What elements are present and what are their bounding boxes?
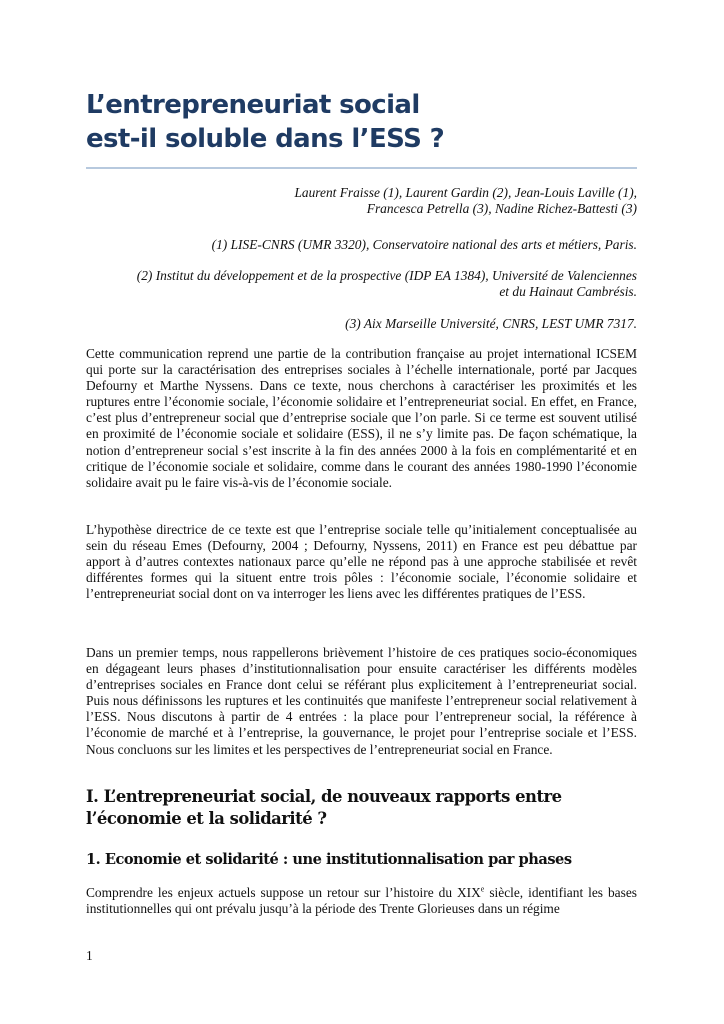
affiliation-2-line-1: (2) Institut du développement et de la prospective (IDP EA 1384), Université de Valenciennes — [136, 268, 637, 283]
title-line-1: L’entrepreneuriat social — [86, 90, 420, 120]
affiliation-2-line-2: et du Hainaut Cambrésis. — [499, 284, 637, 299]
document-title — [86, 88, 646, 156]
paragraph-history-text-a: Comprendre les enjeux actuels suppose un retour sur l’histoire du XIX — [86, 885, 481, 900]
affiliation-3: (3) Aix Marseille Université, CNRS, LEST UMR 7317. — [345, 316, 637, 331]
affiliation-1: (1) LISE-CNRS (UMR 3320), Conservatoire national des arts et métiers, Paris. — [211, 237, 637, 252]
page-number: 1 — [86, 948, 93, 963]
section-heading: I. L’entrepreneuriat social, de nouveaux rapports entre l’économie et la solidarité ? — [86, 787, 562, 828]
title-divider — [86, 167, 637, 169]
authors-line-2: Francesca Petrella (3), Nadine Richez-Battesti (3) — [366, 201, 637, 216]
paragraph-introduction: Cette communication reprend une partie de la contribution française au projet international ICSEM qui porte sur la caractérisation des entreprises sociales à l’échelle internationale, porté par Jacques Defourny et Marthe Nyssens. Dans ce texte, nous cherchons à caractériser les proximités et les ruptures entre l’économie sociale, l’économie solidaire et l’entrepreneuriat social. En effet, en France, c’est plus d’entrepreneur social que d’entreprise sociale que l’on parle. Si ce terme est souvent utilisé en proximité de l’économie sociale et solidaire (ESS), il ne s’y limite pas. De façon schématique, la notion d’entrepreneur social s’est inscrite à la fin des années 2000 à la fois en complémentarité et en critique de l’économie sociale et solidaire, comme dans le courant des années 1980-1990 l’économie solidaire avait pu le faire vis-à-vis de l’économie sociale. — [86, 346, 637, 490]
title-line-2: est-il soluble dans l’ESS ? — [86, 124, 445, 154]
paragraph-history — [86, 885, 637, 917]
paragraph-outline: Dans un premier temps, nous rappellerons brièvement l’histoire de ces pratiques socio-économiques en dégageant leurs phases d’institutionnalisation pour ensuite caractériser les différents modèles d’entreprises sociales en France dont celui se référant plus explicitement à l’entrepreneuriat social. Puis nous définissons les ruptures et les continuités que manifeste l’entrepreneur social relativement à l’ESS. Nous discutons à partir de 4 entrées : la place pour l’entrepreneur social, la référence à l’économie de marché et à l’entreprise, la gouvernance, le projet pour l’entreprise sociale et l’ESS. Nous concluons sur les limites et les perspectives de l’entrepreneuriat social en France. — [86, 645, 637, 757]
subsection-heading: 1. Economie et solidarité : une institutionnalisation par phases — [86, 851, 572, 868]
authors-block — [117, 185, 637, 217]
affiliation-2 — [77, 268, 637, 300]
paragraph-history-text-b: siècle, identifiant les bases institutionnelles qui ont prévalu jusqu’à la période des Trente Glorieuses dans un régime — [86, 885, 637, 917]
authors-line-1: Laurent Fraisse (1), Laurent Gardin (2), Jean-Louis Laville (1), — [294, 185, 637, 200]
century-superscript: e — [480, 884, 485, 894]
paragraph-hypothesis: L’hypothèse directrice de ce texte est que l’entreprise sociale telle qu’initialement conceptualisée au sein du réseau Emes (Defourny, 2004 ; Defourny, Nyssens, 2011) en France est peu débattue par apport à d’autres contextes nationaux parce qu’elle ne répond pas à une approche stabilisée et revêt différentes formes qui la situent entre trois pôles : l’économie sociale, l’économie solidaire et l’entrepreneuriat social dont on va interroger les liens avec les différentes pratiques de l’ESS. — [86, 522, 637, 602]
